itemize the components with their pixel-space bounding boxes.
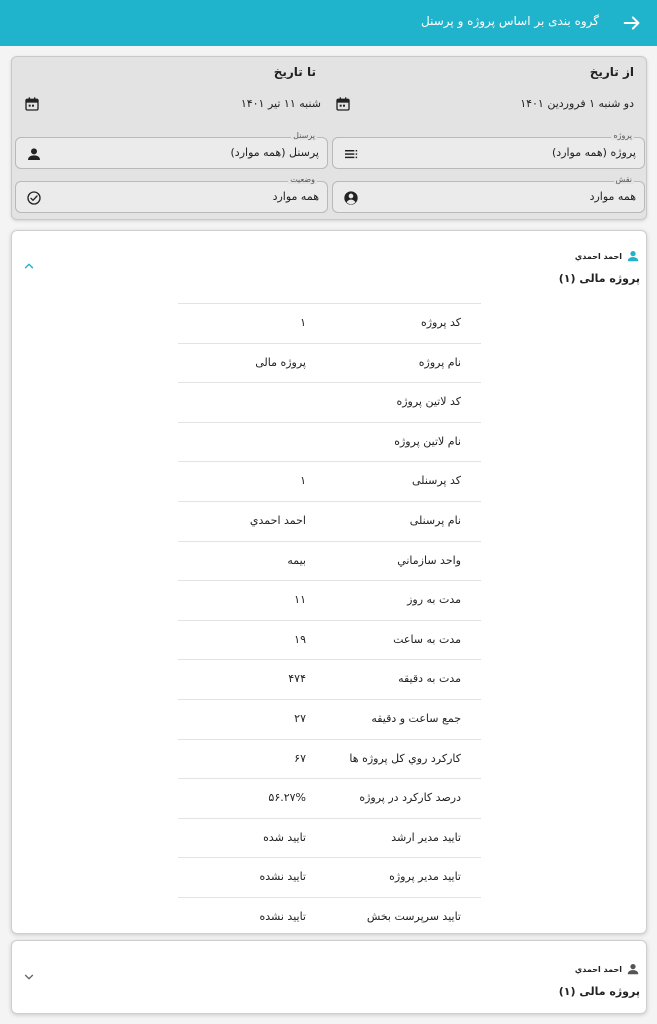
- person-name: احمد احمدي: [574, 252, 622, 261]
- result-card-expanded: [11, 230, 647, 934]
- row-key: کارکرد روي کل پروژه ها: [349, 751, 461, 765]
- row-value: ۱۱: [294, 593, 306, 607]
- project-title: پروژه مالی (۱): [558, 985, 640, 998]
- from-date-value[interactable]: دو شنبه ۱ فروردین ۱۴۰۱: [520, 97, 634, 110]
- result-card-collapsed[interactable]: [11, 940, 647, 1014]
- calendar-icon[interactable]: [24, 96, 40, 112]
- status-value: همه موارد: [272, 190, 319, 203]
- status-legend: وضعیت: [290, 175, 315, 184]
- row-key: نام پرسنلی: [409, 513, 461, 527]
- row-value: ۱: [300, 474, 306, 488]
- to-date-value[interactable]: شنبه ۱۱ تیر ۱۴۰۱: [240, 97, 321, 110]
- row-key: تایید سرپرست بخش: [366, 909, 461, 923]
- row-key: کد پروژه: [420, 316, 461, 329]
- row-key: نام پروژه: [418, 355, 461, 369]
- row-key: واحد سازماني: [397, 553, 461, 567]
- row-key: نام لاتین پروژه: [394, 434, 461, 448]
- role-legend: نقش: [615, 175, 632, 184]
- row-key: مدت به روز: [407, 593, 461, 607]
- account-circle-icon: [343, 190, 359, 206]
- row-value: ۱: [300, 316, 306, 329]
- to-date-label: تا تاریخ: [273, 65, 316, 79]
- row-value: ۴۷۴: [288, 672, 306, 686]
- table-row: [178, 501, 481, 541]
- table-row: [178, 778, 481, 818]
- row-value: تایید نشده: [259, 909, 306, 923]
- details-table: [178, 303, 481, 937]
- app-bar: [0, 0, 657, 46]
- row-value: احمد احمدي: [249, 513, 306, 527]
- table-row: [178, 620, 481, 660]
- row-key: مدت به ساعت: [393, 632, 461, 646]
- row-value: تایید شده: [263, 830, 306, 844]
- from-date-label: از تاریخ: [589, 65, 634, 79]
- row-key: جمع ساعت و دقیقه: [371, 711, 461, 725]
- table-row: [178, 303, 481, 343]
- row-value: ۶۷: [294, 751, 306, 765]
- person-icon: [626, 249, 640, 263]
- table-row: [178, 422, 481, 462]
- row-key: درصد کارکرد در پروژه: [359, 791, 461, 805]
- table-row: [178, 541, 481, 581]
- role-select[interactable]: [332, 175, 645, 213]
- table-row: [178, 343, 481, 383]
- table-row: [178, 699, 481, 739]
- row-key: کد پرسنلی: [412, 474, 461, 488]
- row-key: کد لاتین پروژه: [396, 395, 461, 409]
- project-value: پروژه (همه موارد): [552, 146, 636, 159]
- table-row: [178, 857, 481, 897]
- role-value: همه موارد: [589, 190, 636, 203]
- table-row: [178, 659, 481, 699]
- row-value: ۲۷: [294, 711, 306, 725]
- status-select[interactable]: [15, 175, 328, 213]
- chevron-down-icon[interactable]: [22, 970, 36, 984]
- row-value: ۱۹: [294, 632, 306, 646]
- table-row: [178, 580, 481, 620]
- row-value: تایید نشده: [259, 870, 306, 884]
- list-icon: [343, 146, 359, 162]
- project-title: پروژه مالی (۱): [558, 272, 640, 285]
- row-value: پروژه مالی: [255, 355, 306, 369]
- row-key: تایید مدیر پروژه: [389, 870, 461, 884]
- person-name: احمد احمدي: [574, 965, 622, 974]
- calendar-icon[interactable]: [335, 96, 351, 112]
- row-value: ۵۶.۲۷%: [268, 791, 306, 805]
- project-select[interactable]: [332, 131, 645, 169]
- row-key: مدت به دقیقه: [398, 672, 461, 686]
- person-icon: [626, 962, 640, 976]
- table-row: [178, 739, 481, 779]
- table-row: [178, 897, 481, 937]
- personnel-value: پرسنل (همه موارد): [230, 146, 319, 159]
- check-circle-icon: [26, 190, 42, 206]
- page-title: گروه بندی بر اساس پروژه و پرسنل: [421, 14, 599, 28]
- row-key: تایید مدیر ارشد: [391, 830, 461, 844]
- table-row: [178, 382, 481, 422]
- table-row: [178, 461, 481, 501]
- row-value: بیمه: [287, 553, 306, 567]
- project-legend: پروژه: [613, 131, 632, 140]
- chevron-up-icon[interactable]: [22, 259, 36, 273]
- personnel-legend: پرسنل: [293, 131, 315, 140]
- back-arrow-icon[interactable]: [621, 12, 643, 34]
- person-icon: [26, 146, 42, 162]
- personnel-select[interactable]: [15, 131, 328, 169]
- table-row: [178, 818, 481, 858]
- filter-panel: [11, 56, 647, 220]
